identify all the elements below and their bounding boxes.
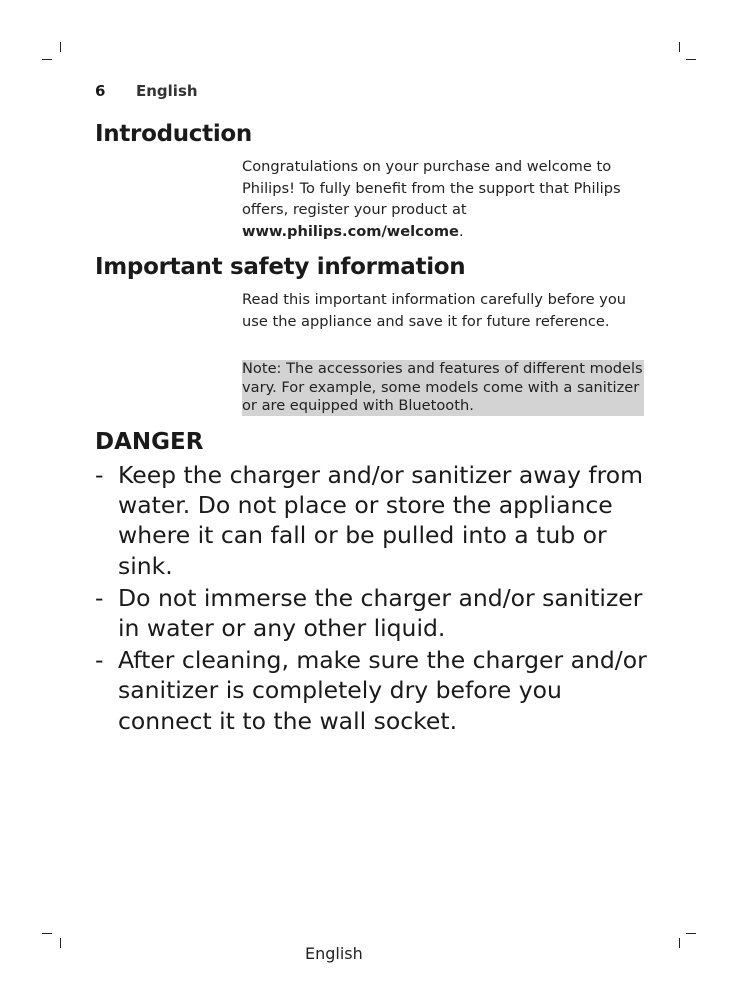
crop-mark (679, 42, 680, 52)
danger-item (95, 645, 655, 736)
danger-item-text: Keep the charger and/or sanitizer away from water. Do not place or store the appliance where it can fall or be pulled into a tub or sink. (118, 461, 644, 580)
crop-mark (42, 59, 52, 60)
danger-item-text: Do not immerse the charger and/or sanitizer in water or any other liquid. (118, 583, 643, 643)
footer-language: English (305, 944, 363, 963)
danger-item-text: After cleaning, make sure the charger and/or sanitizer is completely dry before you connect it to the wall socket. (118, 646, 647, 735)
danger-list (95, 460, 655, 738)
page-number: 6 (95, 82, 106, 100)
danger-item (95, 460, 655, 581)
crop-mark (686, 933, 696, 934)
introduction-text (242, 156, 642, 242)
safety-text: Read this important information carefully before you use the appliance and save it for future reference. (242, 291, 626, 330)
crop-mark (60, 938, 61, 948)
danger-item (95, 583, 655, 643)
danger-title: DANGER (95, 429, 204, 455)
safety-title: Important safety information (95, 254, 466, 280)
bullet-marker: - (95, 583, 104, 612)
bullet-marker: - (95, 461, 104, 489)
crop-mark (686, 59, 696, 60)
header-language: English (136, 82, 198, 100)
crop-mark (679, 938, 680, 948)
note-box: Note: The accessories and features of different models vary. For example, some models come with a sanitizer or are equipped with Bluetooth. (242, 360, 643, 414)
introduction-title: Introduction (95, 121, 252, 147)
introduction-suffix: . (458, 222, 464, 240)
introduction-body: Congratulations on your purchase and welcome to Philips! To fully benefit from the support that Philips offers, register your product at (242, 158, 621, 218)
register-link[interactable]: www.philips.com/welcome (242, 222, 459, 240)
crop-mark (60, 42, 61, 52)
crop-mark (42, 933, 52, 934)
bullet-marker: - (95, 646, 104, 675)
